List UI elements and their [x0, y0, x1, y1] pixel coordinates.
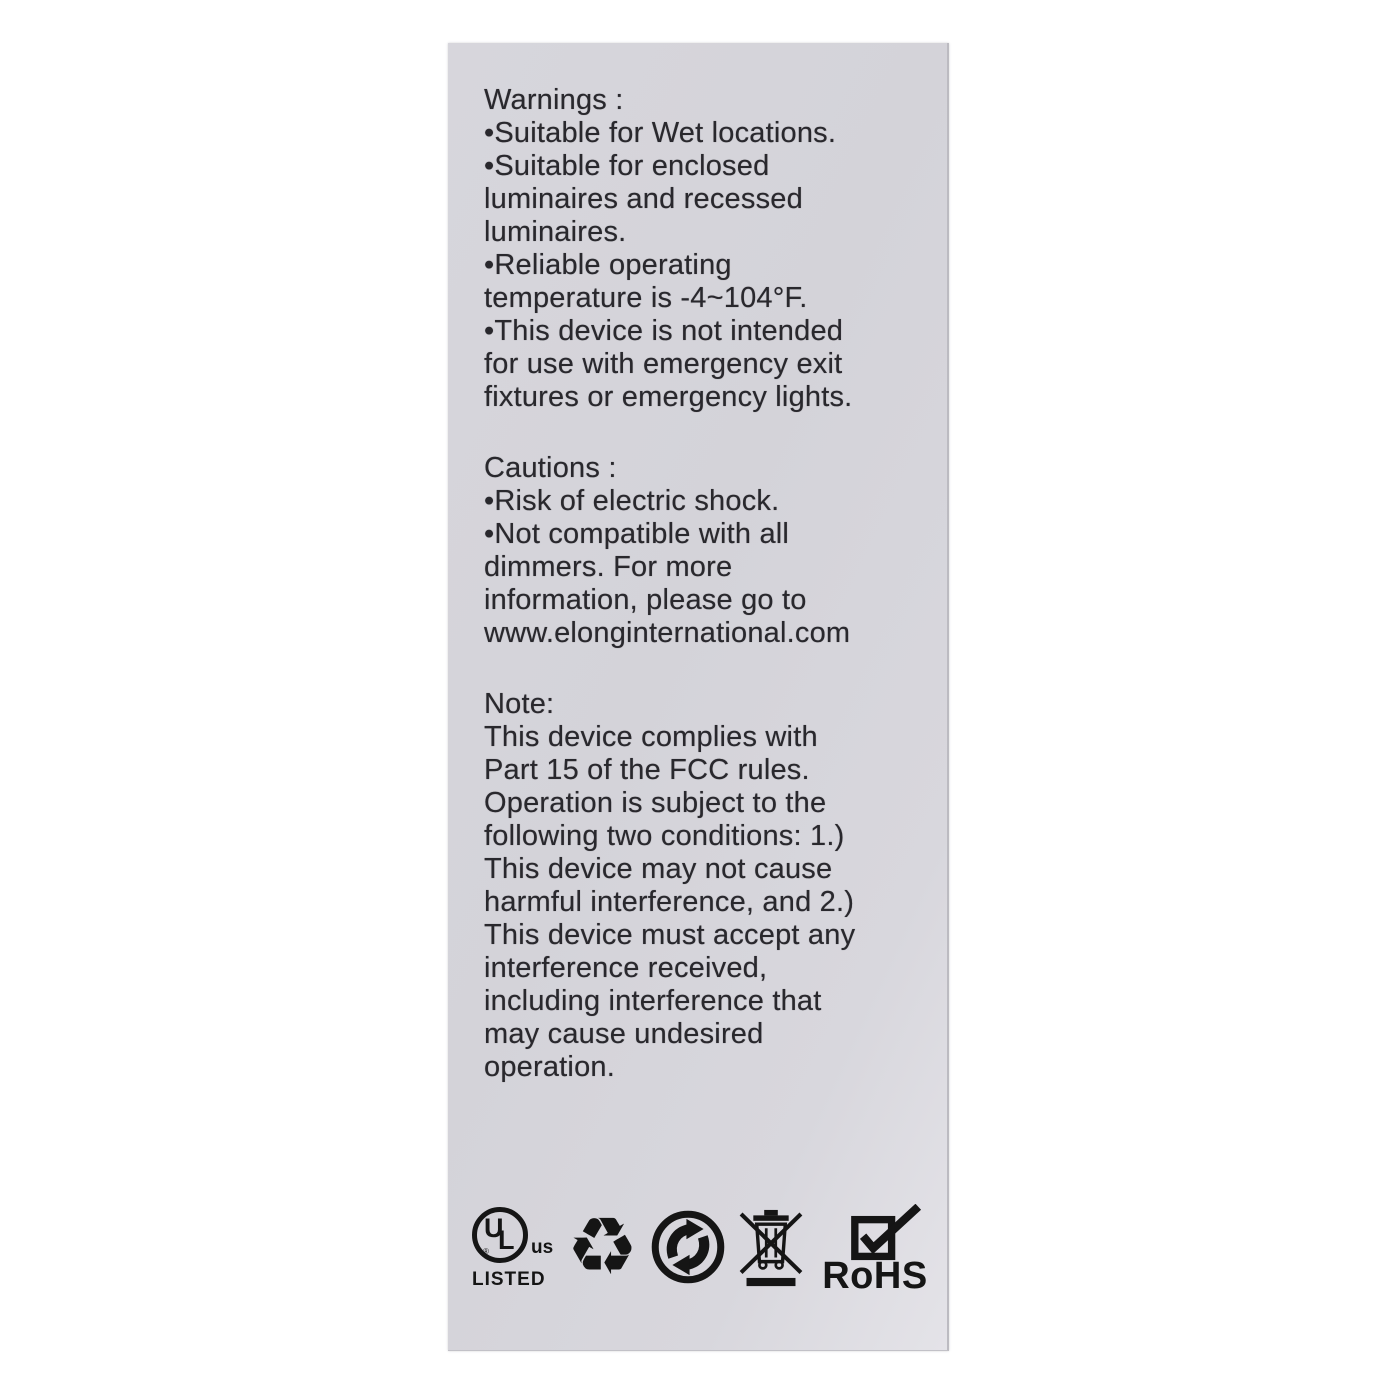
text-line: harmful interference, and 2.): [484, 886, 855, 918]
text-line: •Suitable for enclosed: [484, 150, 770, 182]
ul-mark: [472, 1207, 556, 1263]
text-line: interference received,: [484, 952, 768, 984]
cautions-section: [484, 452, 939, 650]
ul-letter-u: U: [484, 1213, 504, 1243]
text-line: Warnings :: [484, 84, 624, 116]
text-line: •Risk of electric shock.: [484, 485, 780, 517]
text-line: •This device is not intended: [484, 315, 844, 347]
certification-icons: [472, 1199, 934, 1299]
ul-listed-label: LISTED: [472, 1269, 546, 1290]
text-line: information, please go to: [484, 584, 807, 616]
ul-letter-l: L: [498, 1225, 515, 1255]
weee-bin-icon: [737, 1204, 805, 1295]
text-line: fixtures or emergency lights.: [484, 381, 853, 413]
text-line: This device may not cause: [484, 853, 833, 885]
text-line: operation.: [484, 1051, 615, 1083]
recycling-glyph: ♻: [566, 1200, 639, 1293]
ul-circle: [472, 1207, 528, 1263]
weee-bin-svg: [737, 1204, 805, 1290]
text-line: Operation is subject to the: [484, 787, 827, 819]
rohs-label: RoHS: [822, 1254, 928, 1297]
text-line: •Suitable for Wet locations.: [484, 117, 837, 149]
ul-us-label: us: [531, 1237, 554, 1258]
text-line: Note:: [484, 688, 555, 720]
green-dot-svg: [649, 1208, 727, 1286]
text-line: luminaires.: [484, 216, 627, 248]
label-text: [484, 84, 939, 1084]
text-line: Part 15 of the FCC rules.: [484, 754, 810, 786]
text-line: www.elonginternational.com: [484, 617, 851, 649]
rohs-icon: [816, 1204, 934, 1295]
text-line: temperature is -4~104°F.: [484, 282, 808, 314]
text-line: may cause undesired: [484, 1018, 764, 1050]
text-line: •Not compatible with all: [484, 518, 790, 550]
text-line: This device complies with: [484, 721, 818, 753]
text-line: This device must accept any: [484, 919, 856, 951]
warnings-section: [484, 84, 939, 414]
registered-symbol: ®: [483, 1247, 489, 1256]
text-line: following two conditions: 1.): [484, 820, 845, 852]
green-dot-icon: [649, 1208, 727, 1291]
ul-listed-icon: [472, 1207, 556, 1291]
recycling-icon: [566, 1200, 639, 1293]
text-line: including interference that: [484, 985, 822, 1017]
note-section: [484, 688, 939, 1084]
box-side-panel: [448, 43, 949, 1351]
text-line: •Reliable operating: [484, 249, 732, 281]
rohs-checkbox-svg: [850, 1204, 924, 1261]
text-line: luminaires and recessed: [484, 183, 803, 215]
text-line: for use with emergency exit: [484, 348, 843, 380]
text-line: dimmers. For more: [484, 551, 733, 583]
text-line: Cautions :: [484, 452, 617, 484]
